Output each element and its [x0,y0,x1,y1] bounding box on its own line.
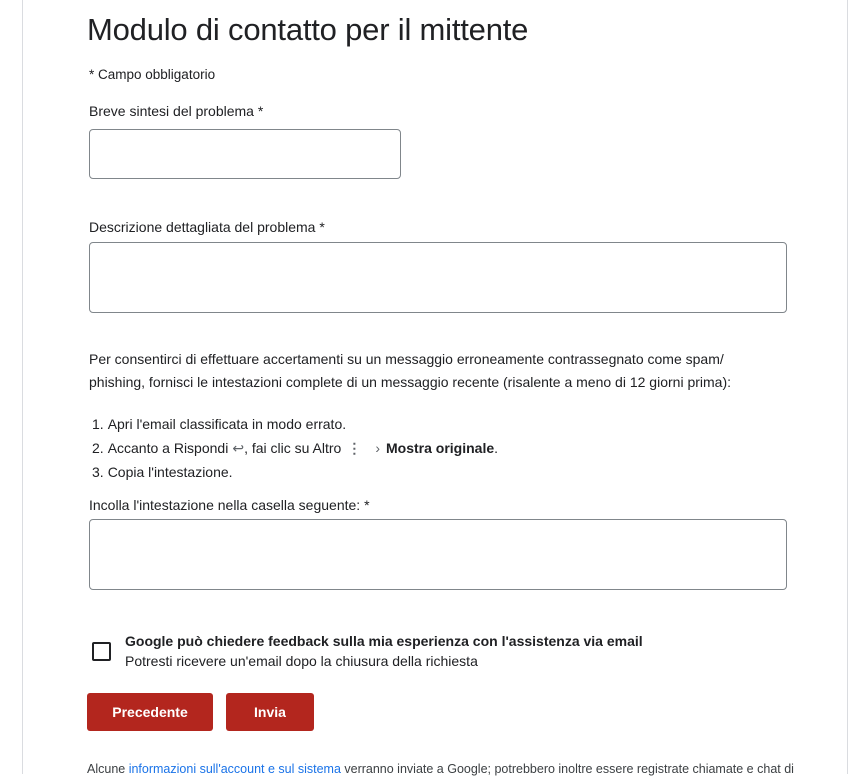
submit-button[interactable]: Invia [226,693,314,731]
step-2-text-a: Accanto a Rispondi [107,440,229,456]
step-3-text: Copia l'intestazione. [107,464,233,480]
feedback-checkbox[interactable] [92,642,111,661]
step-1-text: Apri l'email classificata in modo errato. [107,416,347,432]
step-3-number: 3. [92,464,104,480]
step-2 [92,437,498,460]
feedback-subtitle: Potresti ricevere un'email dopo la chiusura della richiesta [125,653,478,669]
feedback-title: Google può chiedere feedback sulla mia esperienza con l'assistenza via email [125,633,643,649]
required-note: * Campo obbligatorio [89,67,216,82]
instructions-paragraph [89,348,769,394]
more-vert-icon: ⋮ [347,440,362,456]
footer-note [87,761,794,777]
account-info-link[interactable]: informazioni sull'account e sul sistema [128,762,341,776]
header-textarea[interactable] [89,519,787,590]
step-3 [92,461,233,484]
step-1-number: 1. [92,416,104,432]
summary-input[interactable] [89,129,401,179]
instructions-line-2: phishing, fornisci le intestazioni complete di un messaggio recente (risalente a meno di 12 giorni prima): [89,374,731,390]
header-label: Incolla l'intestazione nella casella seguente: * [89,497,370,513]
reply-icon: ↩ [232,440,245,456]
footer-suffix: verranno inviate a Google; potrebbero inoltre essere registrate chiamate e chat di [340,762,794,776]
step-2-text-b: , fai clic su Altro [244,440,342,456]
chevron-right-icon: › [375,440,380,456]
previous-button[interactable]: Precedente [87,693,213,731]
step-2-text-d: . [494,440,499,456]
step-2-number: 2. [92,440,104,456]
summary-label: Breve sintesi del problema * [89,103,264,119]
description-textarea[interactable] [89,242,787,313]
instructions-line-1: Per consentirci di effettuare accertamenti su un messaggio erroneamente contrassegnato come spam/ [89,351,724,367]
page-title: Modulo di contatto per il mittente [87,12,529,47]
step-2-text-c: Mostra originale [386,440,495,456]
description-label: Descrizione dettagliata del problema * [89,219,325,235]
step-1 [92,413,346,436]
footer-prefix: Alcune [87,762,129,776]
